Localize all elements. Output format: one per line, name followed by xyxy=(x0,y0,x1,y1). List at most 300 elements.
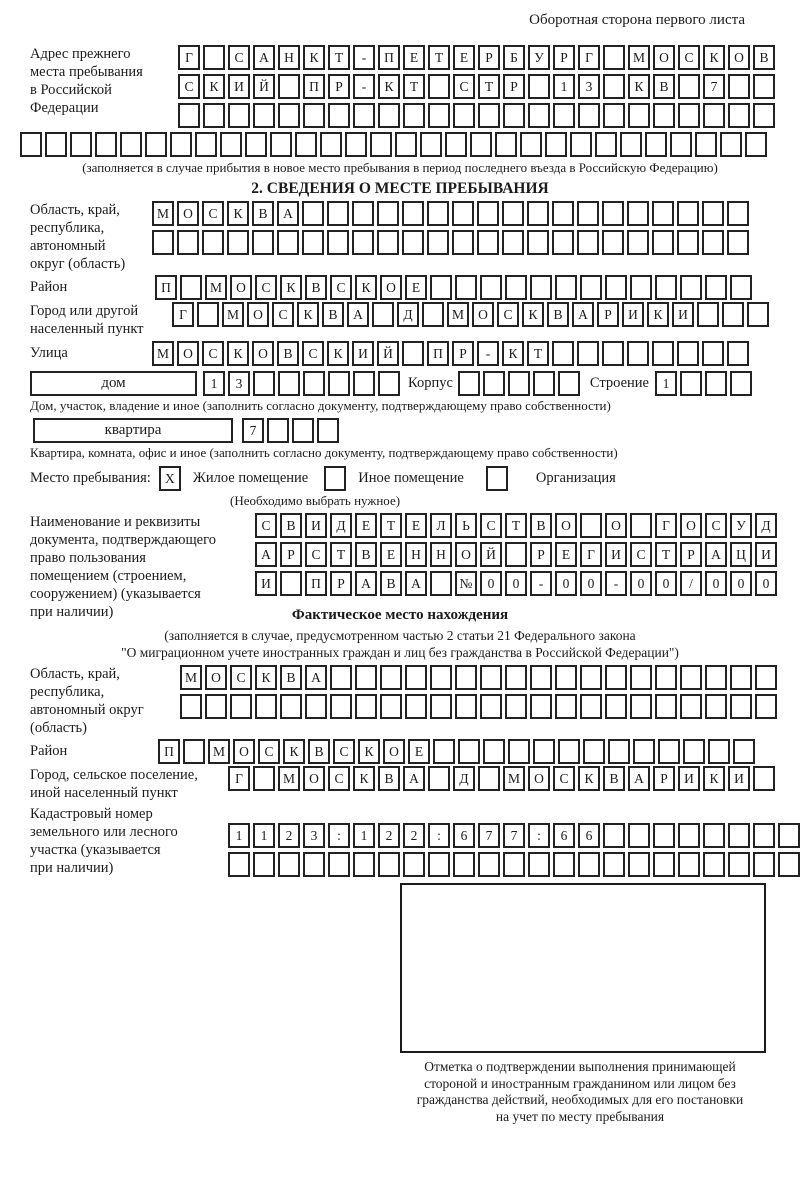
char-box[interactable]: Р xyxy=(530,542,552,567)
char-box[interactable]: К xyxy=(303,45,325,70)
char-box[interactable] xyxy=(508,371,530,396)
char-box[interactable] xyxy=(278,103,300,128)
char-box[interactable]: К xyxy=(578,766,600,791)
char-box[interactable]: В xyxy=(530,513,552,538)
char-box[interactable] xyxy=(628,823,650,848)
char-box[interactable] xyxy=(378,852,400,877)
char-box[interactable]: - xyxy=(530,571,552,596)
char-box[interactable]: - xyxy=(353,74,375,99)
char-box[interactable]: В xyxy=(277,341,299,366)
char-box[interactable] xyxy=(552,201,574,226)
char-box[interactable] xyxy=(677,201,699,226)
char-box[interactable] xyxy=(458,739,480,764)
char-box[interactable] xyxy=(528,103,550,128)
char-box[interactable]: Р xyxy=(597,302,619,327)
char-box[interactable]: В xyxy=(280,665,302,690)
char-box[interactable]: 3 xyxy=(303,823,325,848)
char-box[interactable]: А xyxy=(628,766,650,791)
char-box[interactable]: С xyxy=(630,542,652,567)
char-box[interactable]: И xyxy=(622,302,644,327)
char-box[interactable]: С xyxy=(272,302,294,327)
char-box[interactable] xyxy=(303,371,325,396)
char-box[interactable] xyxy=(228,852,250,877)
char-box[interactable]: И xyxy=(305,513,327,538)
char-box[interactable]: Д xyxy=(755,513,777,538)
char-box[interactable] xyxy=(533,739,555,764)
char-box[interactable]: А xyxy=(253,45,275,70)
char-box[interactable] xyxy=(533,371,555,396)
char-box[interactable]: Л xyxy=(430,513,452,538)
char-box[interactable] xyxy=(633,739,655,764)
char-box[interactable] xyxy=(602,341,624,366)
char-box[interactable] xyxy=(603,45,625,70)
char-box[interactable] xyxy=(558,371,580,396)
char-box[interactable] xyxy=(527,201,549,226)
char-box[interactable] xyxy=(555,275,577,300)
char-box[interactable] xyxy=(203,103,225,128)
char-box[interactable] xyxy=(70,132,92,157)
char-box[interactable] xyxy=(328,371,350,396)
char-box[interactable]: С xyxy=(230,665,252,690)
char-box[interactable] xyxy=(377,230,399,255)
char-box[interactable]: О xyxy=(252,341,274,366)
char-box[interactable] xyxy=(680,694,702,719)
char-box[interactable]: Р xyxy=(280,542,302,567)
char-box[interactable] xyxy=(608,739,630,764)
char-box[interactable] xyxy=(580,694,602,719)
char-box[interactable]: В xyxy=(308,739,330,764)
char-box[interactable] xyxy=(755,694,777,719)
char-box[interactable]: Й xyxy=(480,542,502,567)
char-box[interactable]: Т xyxy=(328,45,350,70)
char-box[interactable]: 7 xyxy=(503,823,525,848)
char-box[interactable] xyxy=(627,201,649,226)
char-box[interactable] xyxy=(627,230,649,255)
char-box[interactable] xyxy=(508,739,530,764)
char-box[interactable] xyxy=(580,513,602,538)
char-box[interactable]: К xyxy=(327,341,349,366)
char-box[interactable] xyxy=(627,341,649,366)
char-box[interactable] xyxy=(753,823,775,848)
char-box[interactable] xyxy=(220,132,242,157)
char-box[interactable] xyxy=(680,371,702,396)
char-box[interactable]: А xyxy=(572,302,594,327)
char-box[interactable] xyxy=(330,694,352,719)
char-box[interactable]: В xyxy=(355,542,377,567)
char-box[interactable]: К xyxy=(280,275,302,300)
char-box[interactable] xyxy=(455,694,477,719)
char-box[interactable]: 1 xyxy=(655,371,677,396)
char-box[interactable] xyxy=(553,103,575,128)
char-box[interactable]: Г xyxy=(178,45,200,70)
char-box[interactable] xyxy=(555,665,577,690)
char-box[interactable]: Р xyxy=(328,74,350,99)
char-box[interactable] xyxy=(483,739,505,764)
char-box[interactable]: О xyxy=(177,201,199,226)
char-box[interactable]: В xyxy=(378,766,400,791)
char-box[interactable]: С xyxy=(255,275,277,300)
char-box[interactable] xyxy=(605,665,627,690)
char-box[interactable]: 1 xyxy=(253,823,275,848)
char-box[interactable] xyxy=(402,230,424,255)
char-box[interactable] xyxy=(328,103,350,128)
char-box[interactable] xyxy=(558,739,580,764)
char-box[interactable]: К xyxy=(355,275,377,300)
char-box[interactable]: Б xyxy=(503,45,525,70)
char-box[interactable] xyxy=(530,275,552,300)
char-box[interactable]: И xyxy=(672,302,694,327)
char-box[interactable] xyxy=(395,132,417,157)
char-box[interactable] xyxy=(278,852,300,877)
char-box[interactable] xyxy=(458,371,480,396)
char-box[interactable]: С xyxy=(228,45,250,70)
char-box[interactable] xyxy=(653,823,675,848)
char-box[interactable] xyxy=(295,132,317,157)
char-box[interactable]: В xyxy=(380,571,402,596)
char-box[interactable] xyxy=(503,852,525,877)
char-box[interactable]: К xyxy=(353,766,375,791)
char-box[interactable]: К xyxy=(297,302,319,327)
char-box[interactable]: 2 xyxy=(378,823,400,848)
char-box[interactable]: О xyxy=(303,766,325,791)
char-box[interactable]: В xyxy=(280,513,302,538)
char-box[interactable]: К xyxy=(283,739,305,764)
char-box[interactable] xyxy=(678,823,700,848)
char-box[interactable]: : xyxy=(328,823,350,848)
char-box[interactable] xyxy=(320,132,342,157)
char-box[interactable]: Н xyxy=(278,45,300,70)
char-box[interactable] xyxy=(202,230,224,255)
char-box[interactable] xyxy=(230,694,252,719)
char-box[interactable] xyxy=(745,132,767,157)
char-box[interactable] xyxy=(530,694,552,719)
char-box[interactable] xyxy=(503,103,525,128)
char-box[interactable] xyxy=(433,739,455,764)
char-box[interactable] xyxy=(277,230,299,255)
char-box[interactable]: С xyxy=(202,201,224,226)
char-box[interactable] xyxy=(720,132,742,157)
char-box[interactable]: 0 xyxy=(730,571,752,596)
char-box[interactable] xyxy=(603,823,625,848)
char-box[interactable] xyxy=(280,571,302,596)
stay-type-checkbox-organization[interactable] xyxy=(486,466,508,491)
char-box[interactable] xyxy=(452,230,474,255)
char-box[interactable]: С xyxy=(497,302,519,327)
char-box[interactable] xyxy=(708,739,730,764)
char-box[interactable] xyxy=(255,694,277,719)
char-box[interactable]: Е xyxy=(555,542,577,567)
char-box[interactable]: 6 xyxy=(578,823,600,848)
char-box[interactable] xyxy=(420,132,442,157)
char-box[interactable] xyxy=(530,665,552,690)
char-box[interactable]: Е xyxy=(408,739,430,764)
char-box[interactable]: П xyxy=(155,275,177,300)
char-box[interactable] xyxy=(353,852,375,877)
char-box[interactable] xyxy=(245,132,267,157)
char-box[interactable] xyxy=(402,201,424,226)
char-box[interactable] xyxy=(180,275,202,300)
char-box[interactable] xyxy=(95,132,117,157)
char-box[interactable]: С xyxy=(255,513,277,538)
char-box[interactable] xyxy=(697,302,719,327)
char-box[interactable] xyxy=(45,132,67,157)
char-box[interactable]: 1 xyxy=(203,371,225,396)
char-box[interactable] xyxy=(455,665,477,690)
char-box[interactable]: / xyxy=(680,571,702,596)
char-box[interactable]: Й xyxy=(253,74,275,99)
char-box[interactable] xyxy=(702,341,724,366)
char-box[interactable] xyxy=(370,132,392,157)
char-box[interactable] xyxy=(253,371,275,396)
char-box[interactable]: В xyxy=(252,201,274,226)
char-box[interactable] xyxy=(753,103,775,128)
char-box[interactable]: 0 xyxy=(630,571,652,596)
char-box[interactable]: Е xyxy=(405,513,427,538)
char-box[interactable]: С xyxy=(480,513,502,538)
char-box[interactable] xyxy=(652,230,674,255)
char-box[interactable]: С xyxy=(678,45,700,70)
char-box[interactable]: Г xyxy=(228,766,250,791)
char-box[interactable] xyxy=(353,371,375,396)
char-box[interactable] xyxy=(477,201,499,226)
char-box[interactable] xyxy=(552,230,574,255)
char-box[interactable]: А xyxy=(255,542,277,567)
char-box[interactable] xyxy=(677,230,699,255)
char-box[interactable]: С xyxy=(305,542,327,567)
char-box[interactable] xyxy=(730,694,752,719)
char-box[interactable]: Т xyxy=(380,513,402,538)
char-box[interactable]: О xyxy=(555,513,577,538)
char-box[interactable] xyxy=(628,852,650,877)
char-box[interactable]: А xyxy=(705,542,727,567)
char-box[interactable]: 0 xyxy=(580,571,602,596)
char-box[interactable] xyxy=(630,513,652,538)
char-box[interactable] xyxy=(253,766,275,791)
char-box[interactable]: А xyxy=(405,571,427,596)
char-box[interactable] xyxy=(502,230,524,255)
char-box[interactable]: К xyxy=(203,74,225,99)
char-box[interactable]: П xyxy=(427,341,449,366)
char-box[interactable] xyxy=(477,230,499,255)
char-box[interactable]: 1 xyxy=(228,823,250,848)
char-box[interactable]: - xyxy=(353,45,375,70)
char-box[interactable] xyxy=(355,694,377,719)
char-box[interactable]: К xyxy=(502,341,524,366)
char-box[interactable]: И xyxy=(605,542,627,567)
char-box[interactable] xyxy=(345,132,367,157)
char-box[interactable]: 3 xyxy=(228,371,250,396)
char-box[interactable] xyxy=(480,694,502,719)
char-box[interactable]: М xyxy=(152,201,174,226)
char-box[interactable]: С xyxy=(330,275,352,300)
char-box[interactable] xyxy=(180,694,202,719)
char-box[interactable] xyxy=(145,132,167,157)
char-box[interactable]: К xyxy=(227,341,249,366)
char-box[interactable] xyxy=(603,852,625,877)
char-box[interactable]: Е xyxy=(355,513,377,538)
char-box[interactable] xyxy=(753,766,775,791)
char-box[interactable]: О xyxy=(653,45,675,70)
char-box[interactable]: К xyxy=(703,766,725,791)
char-box[interactable] xyxy=(655,665,677,690)
char-box[interactable] xyxy=(195,132,217,157)
char-box[interactable] xyxy=(727,341,749,366)
char-box[interactable] xyxy=(455,275,477,300)
char-box[interactable] xyxy=(583,739,605,764)
char-box[interactable]: Д xyxy=(397,302,419,327)
char-box[interactable]: Н xyxy=(430,542,452,567)
char-box[interactable]: - xyxy=(477,341,499,366)
char-box[interactable] xyxy=(405,694,427,719)
char-box[interactable]: Т xyxy=(655,542,677,567)
char-box[interactable]: Г xyxy=(172,302,194,327)
char-box[interactable]: Д xyxy=(453,766,475,791)
char-box[interactable] xyxy=(653,852,675,877)
char-box[interactable] xyxy=(428,103,450,128)
char-box[interactable]: С xyxy=(333,739,355,764)
char-box[interactable] xyxy=(430,665,452,690)
char-box[interactable] xyxy=(478,766,500,791)
char-box[interactable] xyxy=(445,132,467,157)
char-box[interactable]: П xyxy=(305,571,327,596)
house-field[interactable]: дом xyxy=(30,371,197,396)
char-box[interactable]: П xyxy=(303,74,325,99)
char-box[interactable] xyxy=(552,341,574,366)
char-box[interactable] xyxy=(378,371,400,396)
char-box[interactable] xyxy=(705,275,727,300)
char-box[interactable]: О xyxy=(247,302,269,327)
char-box[interactable] xyxy=(705,371,727,396)
char-box[interactable] xyxy=(278,371,300,396)
char-box[interactable] xyxy=(267,418,289,443)
char-box[interactable] xyxy=(152,230,174,255)
char-box[interactable] xyxy=(270,132,292,157)
char-box[interactable] xyxy=(520,132,542,157)
char-box[interactable]: А xyxy=(305,665,327,690)
char-box[interactable]: М xyxy=(447,302,469,327)
char-box[interactable]: Р xyxy=(553,45,575,70)
char-box[interactable]: К xyxy=(378,74,400,99)
char-box[interactable] xyxy=(680,275,702,300)
char-box[interactable]: Н xyxy=(405,542,427,567)
char-box[interactable]: 0 xyxy=(480,571,502,596)
char-box[interactable]: Р xyxy=(503,74,525,99)
char-box[interactable] xyxy=(403,103,425,128)
char-box[interactable] xyxy=(505,542,527,567)
char-box[interactable] xyxy=(470,132,492,157)
char-box[interactable] xyxy=(702,201,724,226)
char-box[interactable] xyxy=(453,852,475,877)
char-box[interactable] xyxy=(578,103,600,128)
char-box[interactable] xyxy=(330,665,352,690)
char-box[interactable] xyxy=(427,201,449,226)
char-box[interactable]: М xyxy=(278,766,300,791)
char-box[interactable]: К xyxy=(647,302,669,327)
char-box[interactable] xyxy=(203,45,225,70)
char-box[interactable] xyxy=(480,275,502,300)
char-box[interactable] xyxy=(603,103,625,128)
char-box[interactable] xyxy=(602,201,624,226)
char-box[interactable] xyxy=(430,275,452,300)
char-box[interactable] xyxy=(595,132,617,157)
char-box[interactable]: Т xyxy=(428,45,450,70)
char-box[interactable] xyxy=(428,852,450,877)
char-box[interactable]: С xyxy=(328,766,350,791)
apartment-field[interactable]: квартира xyxy=(33,418,233,443)
char-box[interactable]: Е xyxy=(380,542,402,567)
char-box[interactable] xyxy=(652,341,674,366)
char-box[interactable]: О xyxy=(230,275,252,300)
char-box[interactable]: О xyxy=(205,665,227,690)
char-box[interactable]: С xyxy=(302,341,324,366)
char-box[interactable] xyxy=(228,103,250,128)
char-box[interactable]: Ц xyxy=(730,542,752,567)
char-box[interactable] xyxy=(452,201,474,226)
char-box[interactable] xyxy=(755,665,777,690)
char-box[interactable]: К xyxy=(522,302,544,327)
char-box[interactable]: Й xyxy=(377,341,399,366)
char-box[interactable]: - xyxy=(605,571,627,596)
char-box[interactable] xyxy=(678,103,700,128)
char-box[interactable] xyxy=(602,230,624,255)
char-box[interactable] xyxy=(577,230,599,255)
char-box[interactable] xyxy=(372,302,394,327)
char-box[interactable] xyxy=(577,201,599,226)
char-box[interactable] xyxy=(570,132,592,157)
char-box[interactable] xyxy=(702,230,724,255)
char-box[interactable] xyxy=(483,371,505,396)
char-box[interactable]: К xyxy=(703,45,725,70)
char-box[interactable]: В xyxy=(305,275,327,300)
char-box[interactable] xyxy=(678,852,700,877)
char-box[interactable] xyxy=(453,103,475,128)
char-box[interactable] xyxy=(227,230,249,255)
char-box[interactable]: 2 xyxy=(278,823,300,848)
char-box[interactable] xyxy=(355,665,377,690)
char-box[interactable]: Т xyxy=(505,513,527,538)
char-box[interactable] xyxy=(545,132,567,157)
char-box[interactable] xyxy=(580,275,602,300)
char-box[interactable]: А xyxy=(277,201,299,226)
char-box[interactable]: С xyxy=(178,74,200,99)
char-box[interactable] xyxy=(253,852,275,877)
char-box[interactable] xyxy=(183,739,205,764)
char-box[interactable]: М xyxy=(180,665,202,690)
char-box[interactable]: Т xyxy=(478,74,500,99)
char-box[interactable]: Г xyxy=(580,542,602,567)
char-box[interactable]: Р xyxy=(653,766,675,791)
char-box[interactable] xyxy=(528,74,550,99)
char-box[interactable] xyxy=(653,103,675,128)
char-box[interactable] xyxy=(578,852,600,877)
char-box[interactable]: С xyxy=(705,513,727,538)
char-box[interactable]: 7 xyxy=(478,823,500,848)
char-box[interactable] xyxy=(630,275,652,300)
char-box[interactable] xyxy=(730,665,752,690)
char-box[interactable] xyxy=(728,74,750,99)
char-box[interactable]: К xyxy=(255,665,277,690)
char-box[interactable]: 0 xyxy=(505,571,527,596)
char-box[interactable] xyxy=(655,275,677,300)
char-box[interactable]: 7 xyxy=(242,418,264,443)
char-box[interactable] xyxy=(703,852,725,877)
char-box[interactable] xyxy=(252,230,274,255)
stay-type-checkbox-residential[interactable]: X xyxy=(159,466,181,491)
char-box[interactable]: Р xyxy=(680,542,702,567)
char-box[interactable]: № xyxy=(455,571,477,596)
char-box[interactable] xyxy=(327,201,349,226)
char-box[interactable]: М xyxy=(208,739,230,764)
